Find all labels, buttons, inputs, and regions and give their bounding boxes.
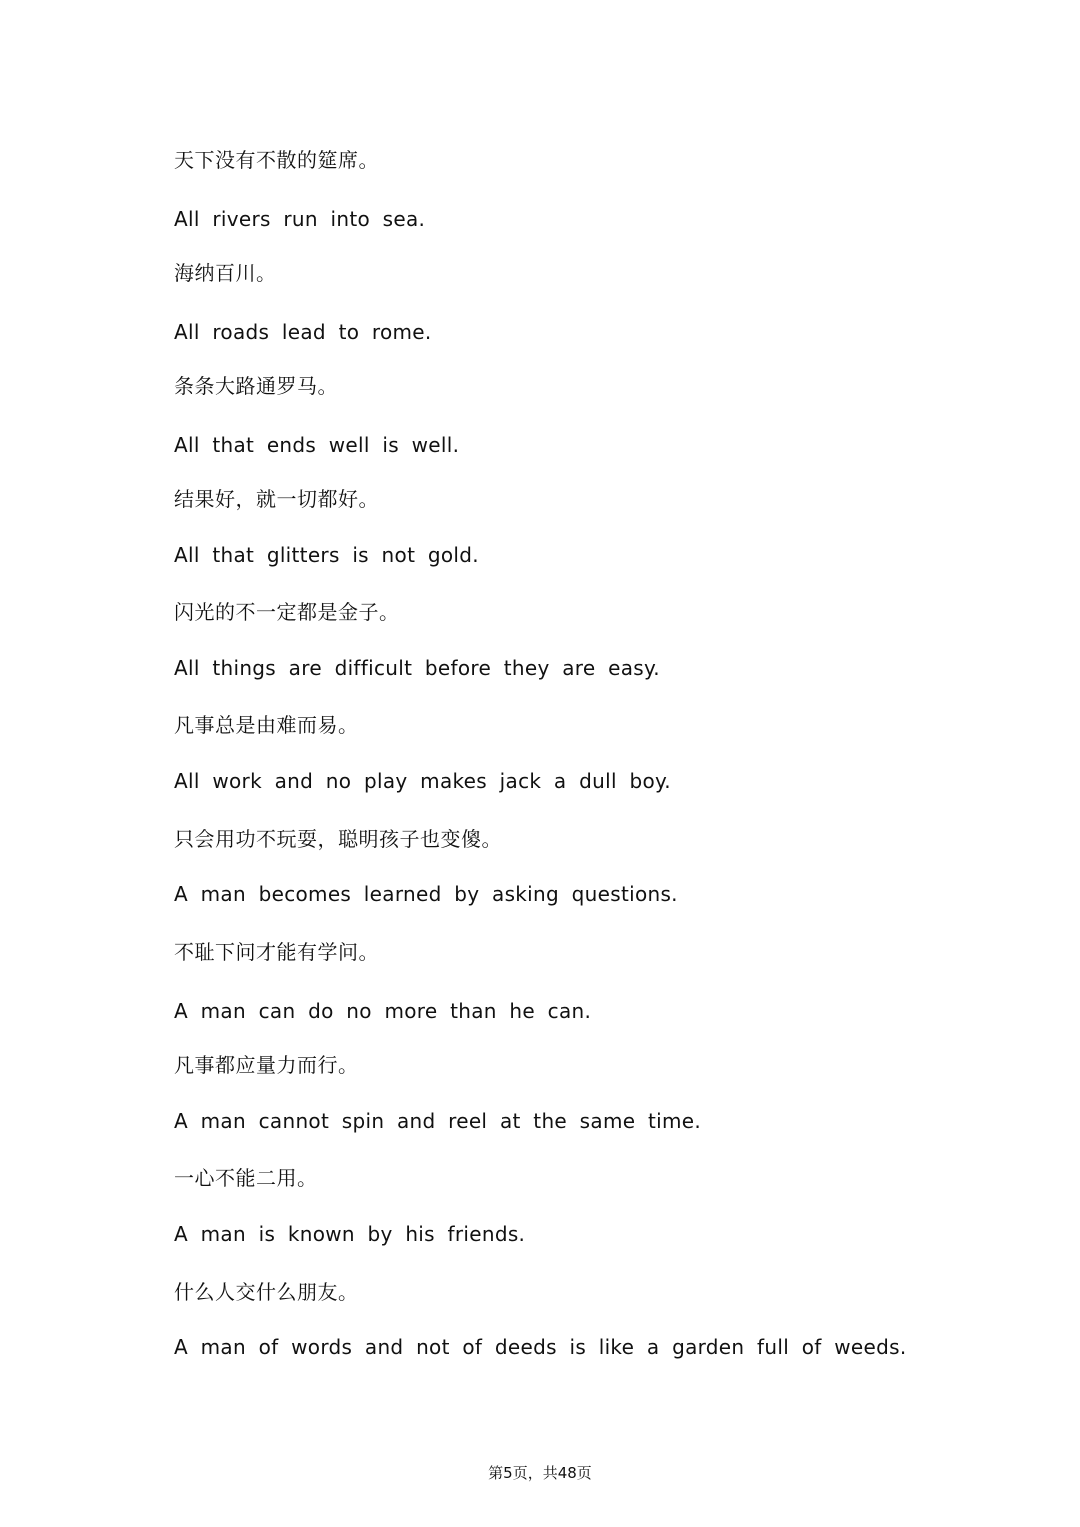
proverb-english: A man cannot spin and reel at the same time. bbox=[174, 1109, 702, 1133]
page-number-footer: 第5页，共48页 bbox=[488, 1464, 592, 1482]
proverb-chinese: 凡事总是由难而易。 bbox=[174, 713, 359, 737]
proverb-chinese: 闪光的不一定都是金子。 bbox=[174, 600, 400, 624]
proverb-chinese: 不耻下问才能有学问。 bbox=[174, 940, 379, 964]
proverb-english: A man can do no more than he can. bbox=[174, 999, 592, 1023]
proverb-chinese: 什么人交什么朋友。 bbox=[174, 1280, 359, 1304]
proverb-chinese: 海纳百川。 bbox=[174, 261, 277, 285]
proverb-english: All work and no play makes jack a dull boy. bbox=[174, 769, 671, 793]
proverb-english: All that glitters is not gold. bbox=[174, 543, 479, 567]
proverb-english: All rivers run into sea. bbox=[174, 207, 426, 231]
proverb-english: A man of words and not of deeds is like a garden full of weeds. bbox=[174, 1335, 907, 1359]
proverb-chinese: 条条大路通罗马。 bbox=[174, 374, 338, 398]
proverb-english: All that ends well is well. bbox=[174, 433, 460, 457]
proverb-english: A man is known by his friends. bbox=[174, 1222, 526, 1246]
proverb-chinese: 结果好，就一切都好。 bbox=[174, 487, 379, 511]
proverb-chinese: 天下没有不散的筵席。 bbox=[174, 148, 379, 172]
proverb-english: A man becomes learned by asking questions. bbox=[174, 882, 678, 906]
proverb-english: All things are difficult before they are easy. bbox=[174, 656, 660, 680]
proverb-chinese: 凡事都应量力而行。 bbox=[174, 1053, 359, 1077]
proverb-chinese: 一心不能二用。 bbox=[174, 1166, 318, 1190]
proverb-chinese: 只会用功不玩耍，聪明孩子也变傻。 bbox=[174, 827, 502, 851]
proverb-english: All roads lead to rome. bbox=[174, 320, 432, 344]
